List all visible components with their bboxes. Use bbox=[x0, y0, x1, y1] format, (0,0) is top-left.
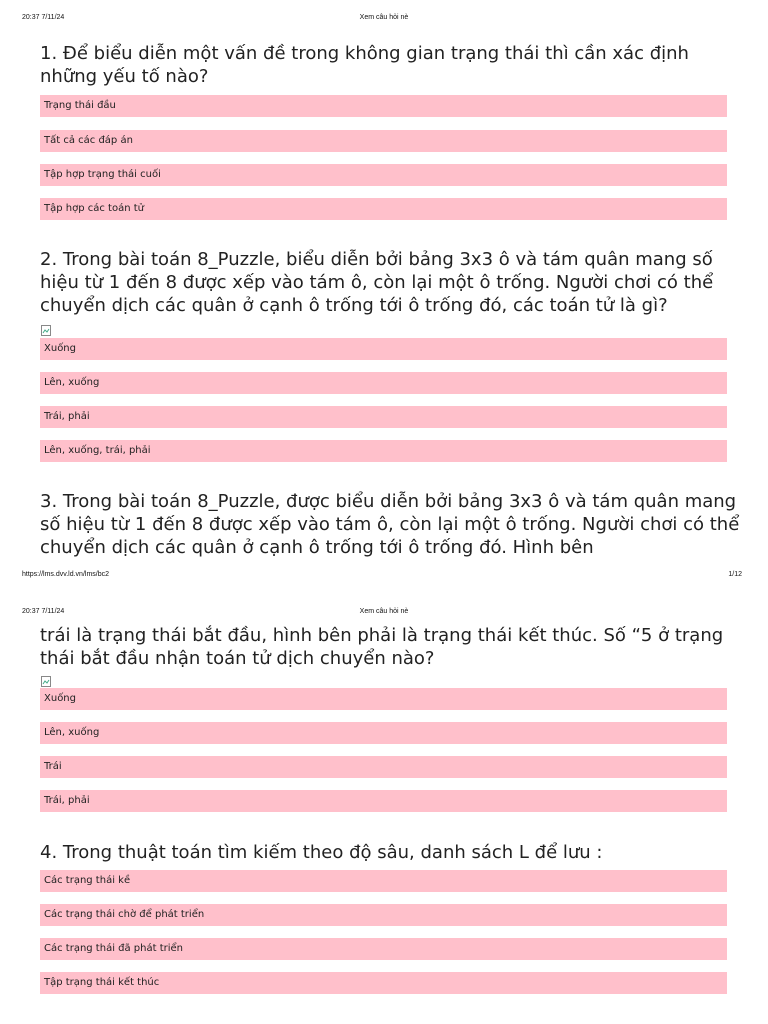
print-datetime: 20:37 7/11/24 bbox=[22, 14, 65, 21]
q1-option-2[interactable]: Tất cả các đáp án bbox=[40, 130, 727, 152]
question-2-text: 2. Trong bài toán 8_Puzzle, biểu diễn bởi bảng 3x3 ô và tám quân mang số hiệu từ 1 đến 8 được xếp vào tám ô, còn lại một ô trống. Người chơi có thể chuyển dịch các quân ở cạnh ô trống tới ô trống đó, các toán tử là gì? bbox=[40, 249, 714, 316]
q3-option-4[interactable]: Trái, phải bbox=[40, 790, 727, 812]
question-3-text-part2: trái là trạng thái bắt đầu, hình bên phải là trạng thái kết thúc. Số “5 ở trạng thái bắt đầu nhận toán tử dịch chuyển nào? bbox=[40, 625, 724, 669]
q4-option-4[interactable]: Tập trạng thái kết thúc bbox=[40, 972, 727, 994]
print-url: https://lms.dvv.ld.vn/lms/bc2 bbox=[22, 571, 110, 578]
print-datetime: 20:37 7/11/24 bbox=[22, 608, 65, 615]
print-title: Xem câu hỏi nè bbox=[359, 608, 409, 615]
broken-image-icon bbox=[41, 325, 51, 336]
q2-option-3[interactable]: Trái, phải bbox=[40, 406, 727, 428]
q2-option-4[interactable]: Lên, xuống, trái, phải bbox=[40, 440, 727, 462]
print-title: Xem câu hỏi nè bbox=[359, 14, 409, 21]
question-3-clip bbox=[0, 489, 768, 561]
q1-option-3[interactable]: Tập hợp trạng thái cuối bbox=[40, 164, 727, 186]
question-1-text: 1. Để biểu diễn một vấn đề trong không gian trạng thái thì cần xác định những yếu tố nào? bbox=[40, 43, 689, 87]
question-3-text-part1: 3. Trong bài toán 8_Puzzle, được biểu diễn bởi bảng 3x3 ô và tám quân mang số hiệu từ 1 đến 8 được xếp vào tám ô, còn lại một ô trống. Người chơi có thể chuyển dịch các quân ở cạnh ô trống tới ô trống đó. Hình bên bbox=[40, 491, 740, 558]
q4-option-2[interactable]: Các trạng thái chờ để phát triển bbox=[40, 904, 727, 926]
q3-option-1[interactable]: Xuống bbox=[40, 688, 727, 710]
print-page-number: 1/12 bbox=[728, 571, 742, 578]
q4-option-1[interactable]: Các trạng thái kề bbox=[40, 870, 727, 892]
print-page-2 bbox=[0, 600, 768, 1024]
broken-image-icon bbox=[41, 676, 51, 687]
q3-option-2[interactable]: Lên, xuống bbox=[40, 722, 727, 744]
q2-option-1[interactable]: Xuống bbox=[40, 338, 727, 360]
q1-option-1[interactable]: Trạng thái đầu bbox=[40, 95, 727, 117]
q2-option-2[interactable]: Lên, xuống bbox=[40, 372, 727, 394]
q4-option-3[interactable]: Các trạng thái đã phát triển bbox=[40, 938, 727, 960]
q1-option-4[interactable]: Tập hợp các toán tử bbox=[40, 198, 727, 220]
question-4-text: 4. Trong thuật toán tìm kiếm theo độ sâu, danh sách L để lưu : bbox=[40, 842, 603, 863]
q3-option-3[interactable]: Trái bbox=[40, 756, 727, 778]
